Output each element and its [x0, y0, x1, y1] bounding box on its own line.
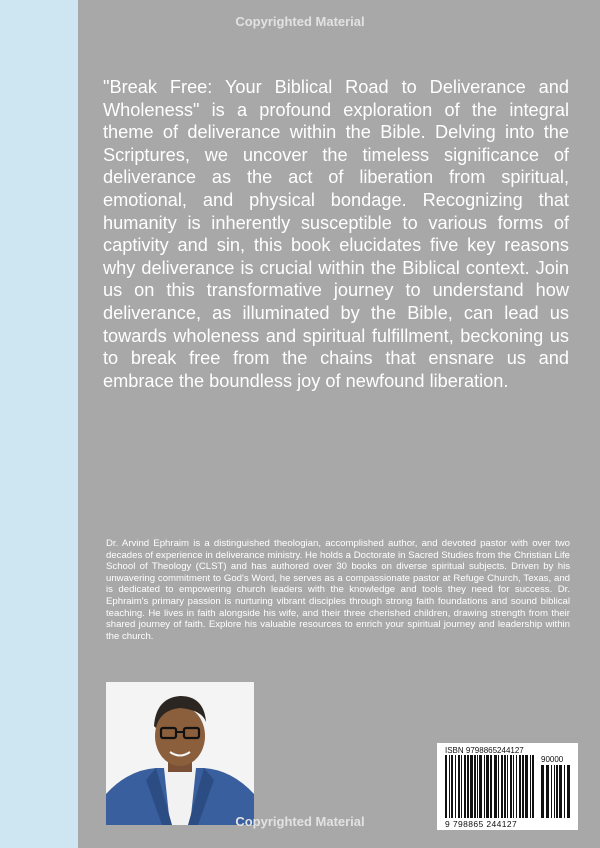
barcode-stripe: [541, 765, 544, 818]
barcode-stripe: [554, 765, 555, 818]
barcode-stripe: [519, 755, 521, 818]
watermark-bottom: Copyrighted Material: [235, 814, 365, 829]
barcode-stripe: [470, 755, 473, 818]
barcode-stripe: [479, 755, 482, 818]
barcode-stripe: [494, 755, 497, 818]
book-description: "Break Free: Your Biblical Road to Deliverance and Wholeness" is a profound exploration of the integral theme of deliverance within the Bible. Delving into the Scriptures, we uncover the timeless significance of deliverance as the act of liberation from spiritual, emotional, and physical bondage. Recognizing that humanity is inherently susceptible to various forms of captivity and sin, this book elucidates five key reasons why deliverance is crucial within the Biblical context. Join us on this transformative journey to understand how deliverance, as illuminated by the Bible, can lead us towards wholeness and spiritual fulfillment, beckoning us to break free from the chains that ensnare us and embrace the boundless joy of newfound liberation.: [103, 77, 569, 391]
author-bio: Dr. Arvind Ephraim is a distinguished theologian, accomplished author, and devoted pastor with over two decades of experience in deliverance ministry. He holds a Doctorate in Sacred Studies from the Christian Life School of Theology (CLST) and has authored over 30 books on diverse spiritual subjects. Driven by his unwavering commitment to God's Word, he serves as a compassionate pastor at Refuge Church, Texas, and is dedicated to empowering church leaders with the knowledge and tools they need for success. Dr. Ephraim's primary passion is nurturing vibrant disciples through strong faith foundations and sound biblical teaching. He lives in faith alongside his wife, and their three cherished children, drawing strength from their shared journey of faith. Explore his valuable resources to enrich your spiritual journey and leadership within the church.: [106, 538, 570, 642]
barcode-stripe: [532, 755, 534, 818]
author-portrait-image: [106, 682, 254, 825]
barcode-stripe: [490, 755, 492, 818]
barcode-stripe: [451, 755, 453, 818]
barcode-stripe: [551, 765, 552, 818]
author-photo: [106, 682, 254, 825]
barcode-stripe: [559, 765, 562, 818]
barcode-stripe: [567, 765, 570, 818]
price-barcode-bars: [541, 765, 571, 818]
barcode-stripe: [564, 765, 565, 818]
barcode-stripe: [455, 755, 456, 818]
spine-strip: [0, 0, 78, 848]
barcode-stripe: [486, 755, 489, 818]
barcode-stripe: [510, 755, 512, 818]
barcode-stripe: [546, 765, 549, 818]
barcode-bars: [445, 755, 537, 818]
barcode-stripe: [522, 755, 524, 818]
watermark-top: Copyrighted Material: [235, 14, 365, 29]
barcode-stripe: [461, 755, 462, 818]
barcode-stripe: [498, 755, 499, 818]
barcode-stripe: [445, 755, 447, 818]
barcode-stripe: [530, 755, 531, 818]
barcode-stripe: [464, 755, 466, 818]
barcode-stripe: [449, 755, 450, 818]
barcode-stripe: [484, 755, 485, 818]
barcode-stripe: [501, 755, 503, 818]
barcode-stripe: [504, 755, 506, 818]
isbn-label: ISBN 9798865244127: [445, 746, 524, 755]
barcode-stripe: [513, 755, 514, 818]
barcode-stripe: [556, 765, 558, 818]
barcode-stripe: [467, 755, 469, 818]
barcode-stripe: [525, 755, 528, 818]
barcode-digits: 9 798865 244127: [445, 819, 518, 829]
barcode-stripe: [458, 755, 460, 818]
barcode-stripe: [477, 755, 478, 818]
barcode-stripe: [474, 755, 476, 818]
barcode-stripe: [516, 755, 517, 818]
price-code: 90000: [541, 755, 564, 764]
barcode-stripe: [507, 755, 508, 818]
